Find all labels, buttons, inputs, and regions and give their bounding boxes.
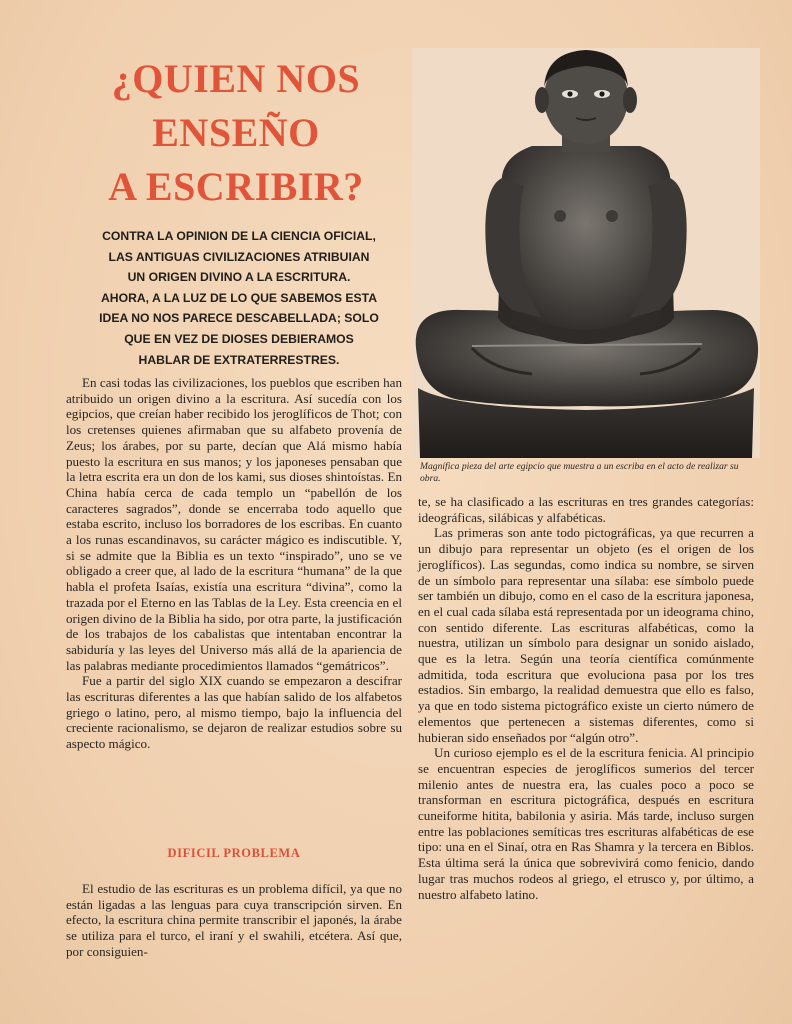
body-column-left bbox=[66, 375, 402, 752]
title-line: ¿QUIEN NOS bbox=[111, 56, 361, 101]
body-column-right bbox=[418, 494, 754, 902]
article-intro bbox=[70, 226, 408, 370]
body-paragraph: Fue a partir del siglo XIX cuando se empezaron a descifrar las escrituras diferentes a las que habían salido de los alfabetos griego o latino, pero, al mismo tiempo, bajo la influencia del creciente racionalismo, se dejaron de realizar estudios sobre su aspecto mágico. bbox=[66, 673, 402, 752]
intro-line: QUE EN VEZ DE DIOSES DEBIERAMOS bbox=[124, 331, 354, 346]
body-paragraph: te, se ha clasificado a las escrituras en tres grandes categorías: ideográficas, silábicas y alfabéticas. bbox=[418, 494, 754, 525]
intro-line: HABLAR DE EXTRATERRESTRES. bbox=[138, 352, 340, 367]
intro-line: LAS ANTIGUAS CIVILIZACIONES ATRIBUIAN bbox=[108, 249, 370, 264]
title-line: ENSEÑO bbox=[152, 110, 320, 155]
body-paragraph: El estudio de las escrituras es un problema difícil, ya que no están ligadas a las lenguas para cuya transcripción sirven. En efecto, la escritura china permite transcribir el japonés, la árabe se utiliza para el turco, el iraní y el swahili, etcétera. Así que, por consiguien- bbox=[66, 881, 402, 959]
body-column-left-lower bbox=[66, 881, 402, 960]
body-paragraph: Un curioso ejemplo es el de la escritura fenicia. Al principio se encuentran especies de jeroglíficos sumerios del tercer milenio antes de nuestra era, las cuales poco a poco se transforman en escritura pictográfica, después en escritura cuneiforme hitita, babilonia y asiria. Más tarde, incluso surgen entre las poblaciones semíticas tres escrituras alfabéticas de ese tipo: una en el Sinaí, otra en Ras Shamra y la tercera en Biblos. Esta última será la única que sobrevivirá como fenicio, dando lugar tras muchos rodeos al griego, el etrusco y, por último, a nuestro alfabeto latino. bbox=[418, 745, 754, 902]
body-paragraph: En casi todas las civilizaciones, los pueblos que escriben han atribuido un origen divino a la escritura. Así sucedía con los egipcios, que creían haber recibido los jeroglíficos de Thot; con los cretenses quienes afirmaban que su alfabeto provenía de Zeus; los árabes, por su parte, decían que Alá mismo había puesto la escritura en sus manos; y los japoneses pensaban que la letra escrita era un don de los kami, sus dioses shintoístas. En China había cerca de cada templo un “pabellón de los caracteres sagrados”, donde se encerraba todo aquello que estaba escrito, incluso los borradores de los escribas. En cuanto a los runas escandinavos, su carácter mágico es indiscutible. Y, si se admite que la Biblia es un texto “inspirado”, uno se ve obligado a creer que, al lado de la escritura “humana” de la que habla el profeta Isaías, existía una escritura “divina”, como la trazada por el Eterno en las Tablas de la Ley. Esta creencia en el origen divino de la Biblia ha sido, por otra parte, la justificación de los trabajos de los cabalistas que intentaban encontrar la sabiduría y las leyes del Universo más allá de la apariencia de las palabras mediante procedimientos llamados “gemátricos”. bbox=[66, 375, 402, 673]
scribe-statue-photo bbox=[412, 48, 760, 458]
article-title bbox=[62, 52, 410, 214]
intro-line: AHORA, A LA LUZ DE LO QUE SABEMOS ESTA bbox=[100, 290, 378, 305]
intro-line: IDEA NO NOS PARECE DESCABELLADA; SOLO bbox=[99, 311, 379, 326]
intro-line: CONTRA LA OPINION DE LA CIENCIA OFICIAL, bbox=[102, 229, 376, 243]
photo-caption: Magnífica pieza del arte egipcio que muestra a un escriba en el acto de realizar su obra. bbox=[420, 461, 739, 484]
intro-line: UN ORIGEN DIVINO A LA ESCRITURA. bbox=[127, 270, 351, 285]
body-paragraph: Las primeras son ante todo pictográficas, ya que recurren a un dibujo para representar un objeto (es el origen de los jeroglíficos). Las segundas, como indica su nombre, se sirven de un símbolo para representar una sílaba: ese símbolo puede ser también un dibujo, como en el caso de la escritura japonesa, en el cual cada sílaba está representada por un ideograma chino, con sentido diferente. Las escrituras alfabéticas, como la nuestra, utilizan un símbolo para designar un sonido aislado, que es la letra. Según una teoría científica comúnmente admitida, toda escritura que evoluciona pasa por los tres estadios. Sin embargo, la realidad demuestra que ello es falso, ya que en todo sistema pictográfico existe un cierto número de elementos que pertenecen a sistemas diferentes, como si hubieran sido enseñados por “algún otro”. bbox=[418, 525, 754, 745]
title-line: A ESCRIBIR? bbox=[108, 164, 364, 209]
section-heading: DIFICIL PROBLEMA bbox=[167, 846, 301, 860]
